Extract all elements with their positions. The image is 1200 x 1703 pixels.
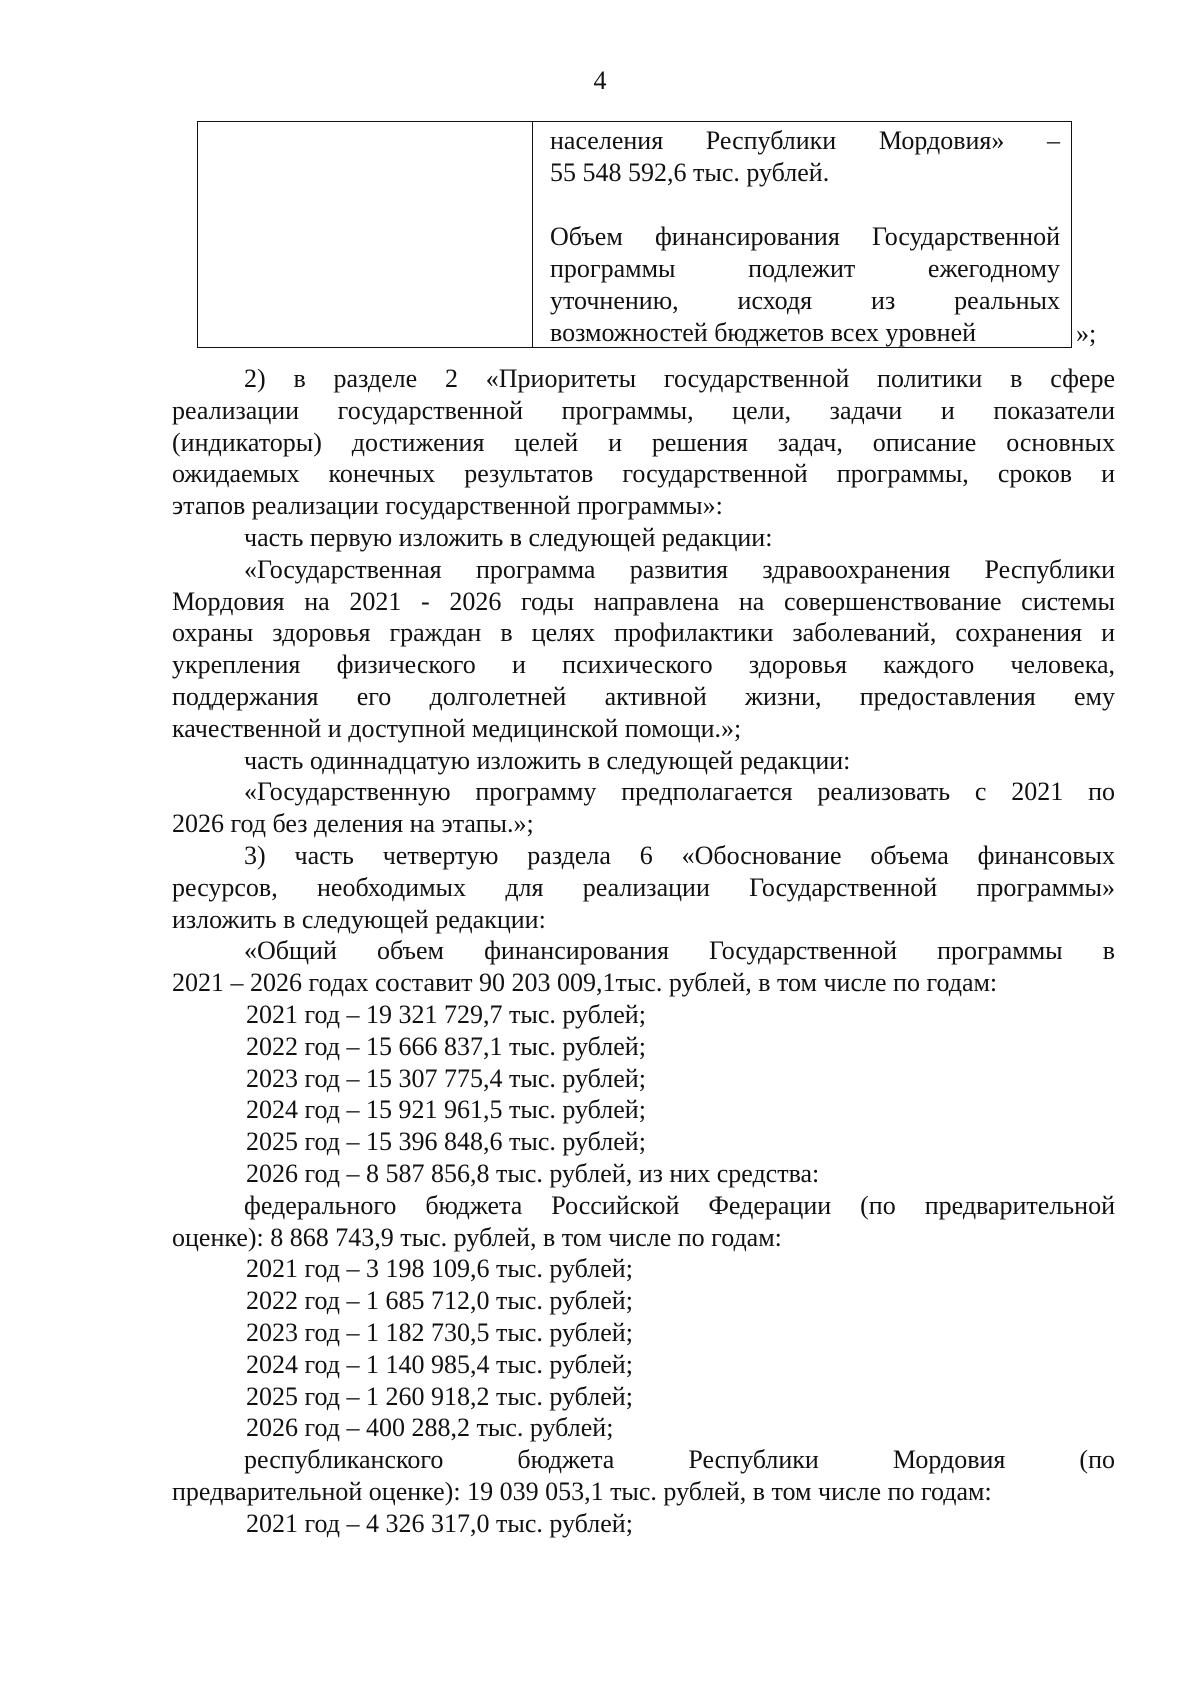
text-line: изложить в следующей редакции: [172, 904, 546, 934]
table-column-divider [532, 122, 533, 347]
document-body [172, 363, 1115, 1539]
passport-table [197, 121, 1072, 348]
text-line: ожидаемых конечных результатов государственной программы, сроков и [172, 459, 1115, 489]
text-line: охраны здоровья граждан в целях профилактики заболеваний, сохранения и [172, 618, 1115, 648]
text-line: реализации государственной программы, цели, задачи и показатели [172, 395, 1115, 425]
text-line: 2024 год – 15 921 961,5 тыс. рублей; [246, 1095, 646, 1125]
table-cell-line: программы подлежит ежегодному [550, 254, 1060, 283]
text-line: оценке): 8 868 743,9 тыс. рублей, в том числе по годам: [172, 1222, 782, 1252]
text-line: 2021 год – 19 321 729,7 тыс. рублей; [246, 999, 646, 1029]
text-line: 3) часть четвертую раздела 6 «Обоснование объема финансовых [244, 840, 1115, 870]
text-line: республиканского бюджета Республики Мордовия (по [244, 1445, 1115, 1475]
text-line: качественной и доступной медицинской помощи.»; [172, 713, 742, 743]
table-cell-gap [550, 189, 1060, 221]
text-line: укрепления физического и психического здоровья каждого человека, [172, 650, 1115, 680]
text-line: 2026 год – 400 288,2 тыс. рублей; [246, 1413, 614, 1443]
text-line: Мордовия на 2021 - 2026 годы направлена на совершенствование системы [172, 586, 1115, 616]
text-line: этапов реализации государственной программы»: [172, 491, 723, 521]
table-cell-line: уточнению, исходя из реальных [550, 286, 1060, 315]
text-line: «Общий объем финансирования Государственной программы в [244, 936, 1115, 966]
text-line: 2026 год без деления на этапы.»; [172, 809, 534, 839]
closing-quote: »; [1076, 319, 1097, 348]
text-line: поддержания его долголетней активной жизни, предоставления ему [172, 681, 1115, 711]
text-line: 2021 – 2026 годах составит 90 203 009,1тыс. рублей, в том числе по годам: [172, 968, 998, 998]
table-cell-line: населения Республики Мордовия» – [550, 126, 1060, 155]
table-right-cell [550, 125, 1060, 349]
text-line: (индикаторы) достижения целей и решения задач, описание основных [172, 427, 1115, 457]
table-cell-line: 55 548 592,6 тыс. рублей. [550, 158, 830, 187]
text-line: 2024 год – 1 140 985,4 тыс. рублей; [246, 1349, 633, 1379]
text-line: 2021 год – 3 198 109,6 тыс. рублей; [246, 1254, 633, 1284]
text-line: ресурсов, необходимых для реализации Государственной программы» [172, 872, 1115, 902]
text-line: 2022 год – 15 666 837,1 тыс. рублей; [246, 1031, 646, 1061]
table-cell-line: Объем финансирования Государственной [550, 222, 1060, 251]
text-line: «Государственная программа развития здравоохранения Республики [244, 554, 1115, 584]
text-line: «Государственную программу предполагается реализовать с 2021 по [244, 777, 1115, 807]
text-line: часть одиннадцатую изложить в следующей редакции: [244, 745, 851, 775]
text-line: 2023 год – 15 307 775,4 тыс. рублей; [246, 1063, 646, 1093]
table-cell-line: возможностей бюджетов всех уровней [550, 318, 977, 347]
text-line: 2022 год – 1 685 712,0 тыс. рублей; [246, 1286, 633, 1316]
text-line: 2025 год – 15 396 848,6 тыс. рублей; [246, 1127, 646, 1157]
text-line: федерального бюджета Российской Федерации (по предварительной [244, 1190, 1115, 1220]
text-line: 2) в разделе 2 «Приоритеты государственной политики в сфере [244, 364, 1115, 393]
page-number: 4 [593, 66, 607, 95]
text-line: 2025 год – 1 260 918,2 тыс. рублей; [246, 1381, 633, 1411]
text-line: 2021 год – 4 326 317,0 тыс. рублей; [246, 1508, 633, 1538]
text-line: предварительной оценке): 19 039 053,1 тыс. рублей, в том числе по годам: [172, 1476, 992, 1506]
text-line: часть первую изложить в следующей редакции: [244, 522, 773, 552]
text-line: 2026 год – 8 587 856,8 тыс. рублей, из них средства: [246, 1158, 820, 1188]
text-line: 2023 год – 1 182 730,5 тыс. рублей; [246, 1317, 633, 1347]
